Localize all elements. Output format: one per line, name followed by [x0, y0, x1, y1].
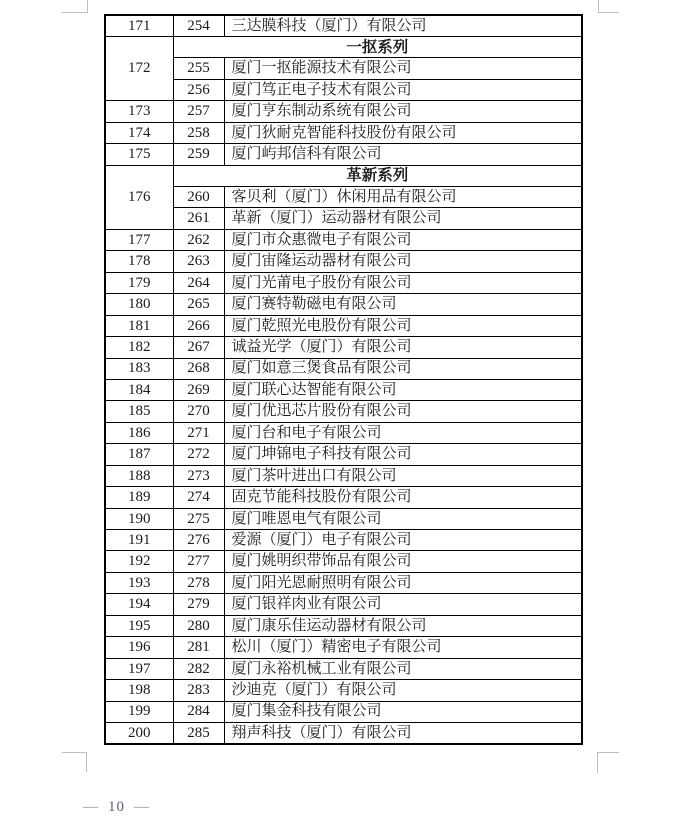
sequence-number-cell: 272	[173, 444, 224, 465]
table-row	[105, 401, 582, 422]
serial-number-cell: 194	[105, 594, 173, 615]
company-name-cell: 革新（厦门）运动器材有限公司	[224, 208, 582, 229]
serial-number-cell: 183	[105, 358, 173, 379]
page-number: 10	[108, 799, 125, 815]
company-name-cell: 厦门狄耐克智能科技股份有限公司	[224, 122, 582, 143]
table-row	[105, 294, 582, 315]
table-row	[105, 465, 582, 486]
serial-number-cell: 198	[105, 680, 173, 701]
serial-number-cell: 195	[105, 615, 173, 636]
company-name-cell: 厦门如意三煲食品有限公司	[224, 358, 582, 379]
series-section-header: 一抠系列	[173, 36, 582, 57]
company-name-cell: 厦门光莆电子股份有限公司	[224, 272, 582, 293]
sequence-number-cell: 271	[173, 422, 224, 443]
sequence-number-cell: 280	[173, 615, 224, 636]
serial-number-cell: 171	[105, 15, 173, 36]
sequence-number-cell: 263	[173, 251, 224, 272]
table-row	[105, 680, 582, 701]
company-name-cell: 厦门阳光恩耐照明有限公司	[224, 572, 582, 593]
serial-number-cell: 189	[105, 487, 173, 508]
table-row	[105, 701, 582, 722]
serial-number-cell: 191	[105, 530, 173, 551]
sequence-number-cell: 270	[173, 401, 224, 422]
company-name-cell: 厦门坤锦电子科技有限公司	[224, 444, 582, 465]
serial-number-cell: 177	[105, 229, 173, 250]
table-row	[105, 79, 582, 100]
page-number-footer	[83, 799, 150, 816]
company-name-cell: 厦门宙隆运动器材有限公司	[224, 251, 582, 272]
sequence-number-cell: 281	[173, 637, 224, 658]
sequence-number-cell: 283	[173, 680, 224, 701]
table-row	[105, 594, 582, 615]
serial-number-cell: 182	[105, 337, 173, 358]
table-row	[105, 637, 582, 658]
company-name-cell: 厦门姚明织带饰品有限公司	[224, 551, 582, 572]
sequence-number-cell: 268	[173, 358, 224, 379]
sequence-number-cell: 255	[173, 58, 224, 79]
serial-number-cell: 190	[105, 508, 173, 529]
serial-number-cell: 178	[105, 251, 173, 272]
sequence-number-cell: 259	[173, 144, 224, 165]
sequence-number-cell: 266	[173, 315, 224, 336]
serial-number-cell: 187	[105, 444, 173, 465]
table-row	[105, 58, 582, 79]
table-row	[105, 358, 582, 379]
table-row	[105, 444, 582, 465]
serial-number-cell: 174	[105, 122, 173, 143]
sequence-number-cell: 262	[173, 229, 224, 250]
company-name-cell: 客贝利（厦门）休闲用品有限公司	[224, 187, 582, 208]
table-row	[105, 615, 582, 636]
page-margin-mark-bottom-left	[62, 752, 87, 772]
company-name-cell: 爱源（厦门）电子有限公司	[224, 530, 582, 551]
sequence-number-cell: 260	[173, 187, 224, 208]
company-name-cell: 厦门银祥肉业有限公司	[224, 594, 582, 615]
page-margin-mark-top-left	[62, 0, 88, 13]
table-row	[105, 251, 582, 272]
table-row	[105, 722, 582, 743]
table-row	[105, 379, 582, 400]
sequence-number-cell: 258	[173, 122, 224, 143]
sequence-number-cell: 256	[173, 79, 224, 100]
company-name-cell: 厦门集金科技有限公司	[224, 701, 582, 722]
footer-left-dash: —	[83, 799, 99, 815]
company-name-cell: 松川（厦门）精密电子有限公司	[224, 637, 582, 658]
table-row	[105, 122, 582, 143]
serial-number-cell: 180	[105, 294, 173, 315]
company-name-cell: 厦门唯恩电气有限公司	[224, 508, 582, 529]
table-row-section	[105, 165, 582, 186]
table-row	[105, 208, 582, 229]
serial-number-cell: 181	[105, 315, 173, 336]
sequence-number-cell: 282	[173, 658, 224, 679]
table-row	[105, 572, 582, 593]
serial-number-cell: 176	[105, 165, 173, 229]
table-row	[105, 337, 582, 358]
table-row	[105, 530, 582, 551]
company-name-cell: 厦门茶叶进出口有限公司	[224, 465, 582, 486]
table-row	[105, 15, 582, 36]
company-name-cell: 厦门赛特勒磁电有限公司	[224, 294, 582, 315]
company-name-cell: 三达膜科技（厦门）有限公司	[224, 15, 582, 36]
company-name-cell: 厦门永裕机械工业有限公司	[224, 658, 582, 679]
sequence-number-cell: 284	[173, 701, 224, 722]
serial-number-cell: 199	[105, 701, 173, 722]
serial-number-cell: 186	[105, 422, 173, 443]
company-name-cell: 固克节能科技股份有限公司	[224, 487, 582, 508]
table-row	[105, 658, 582, 679]
serial-number-cell: 173	[105, 101, 173, 122]
sequence-number-cell: 257	[173, 101, 224, 122]
table-row	[105, 422, 582, 443]
table-row	[105, 187, 582, 208]
sequence-number-cell: 273	[173, 465, 224, 486]
sequence-number-cell: 265	[173, 294, 224, 315]
sequence-number-cell: 261	[173, 208, 224, 229]
table-row	[105, 315, 582, 336]
serial-number-cell: 200	[105, 722, 173, 743]
sequence-number-cell: 269	[173, 379, 224, 400]
company-name-cell: 厦门屿邦信科有限公司	[224, 144, 582, 165]
serial-number-cell: 193	[105, 572, 173, 593]
series-section-header: 革新系列	[173, 165, 582, 186]
table-row	[105, 101, 582, 122]
table-row	[105, 487, 582, 508]
company-name-cell: 厦门一抠能源技术有限公司	[224, 58, 582, 79]
serial-number-cell: 175	[105, 144, 173, 165]
sequence-number-cell: 277	[173, 551, 224, 572]
table-row	[105, 272, 582, 293]
sequence-number-cell: 285	[173, 722, 224, 743]
company-list-table	[104, 14, 583, 745]
serial-number-cell: 179	[105, 272, 173, 293]
serial-number-cell: 196	[105, 637, 173, 658]
page-margin-mark-bottom-right	[597, 752, 619, 773]
table-row-section	[105, 36, 582, 57]
company-list-table-wrap	[104, 14, 583, 745]
company-name-cell: 翔声科技（厦门）有限公司	[224, 722, 582, 743]
company-name-cell: 厦门台和电子有限公司	[224, 422, 582, 443]
company-name-cell: 厦门优迅芯片股份有限公司	[224, 401, 582, 422]
table-row	[105, 144, 582, 165]
serial-number-cell: 184	[105, 379, 173, 400]
company-name-cell: 厦门乾照光电股份有限公司	[224, 315, 582, 336]
sequence-number-cell: 278	[173, 572, 224, 593]
table-row	[105, 508, 582, 529]
footer-right-dash: —	[134, 799, 150, 815]
serial-number-cell: 197	[105, 658, 173, 679]
company-name-cell: 厦门亨东制动系统有限公司	[224, 101, 582, 122]
company-name-cell: 厦门联心达智能有限公司	[224, 379, 582, 400]
company-name-cell: 厦门市众惠微电子有限公司	[224, 229, 582, 250]
company-name-cell: 诚益光学（厦门）有限公司	[224, 337, 582, 358]
page-margin-mark-top-right	[598, 0, 619, 13]
company-name-cell: 厦门笃正电子技术有限公司	[224, 79, 582, 100]
serial-number-cell: 192	[105, 551, 173, 572]
table-row	[105, 229, 582, 250]
sequence-number-cell: 275	[173, 508, 224, 529]
company-name-cell: 沙迪克（厦门）有限公司	[224, 680, 582, 701]
serial-number-cell: 185	[105, 401, 173, 422]
serial-number-cell: 172	[105, 36, 173, 100]
company-name-cell: 厦门康乐佳运动器材有限公司	[224, 615, 582, 636]
table-row	[105, 551, 582, 572]
sequence-number-cell: 274	[173, 487, 224, 508]
sequence-number-cell: 267	[173, 337, 224, 358]
sequence-number-cell: 264	[173, 272, 224, 293]
sequence-number-cell: 279	[173, 594, 224, 615]
sequence-number-cell: 254	[173, 15, 224, 36]
sequence-number-cell: 276	[173, 530, 224, 551]
serial-number-cell: 188	[105, 465, 173, 486]
